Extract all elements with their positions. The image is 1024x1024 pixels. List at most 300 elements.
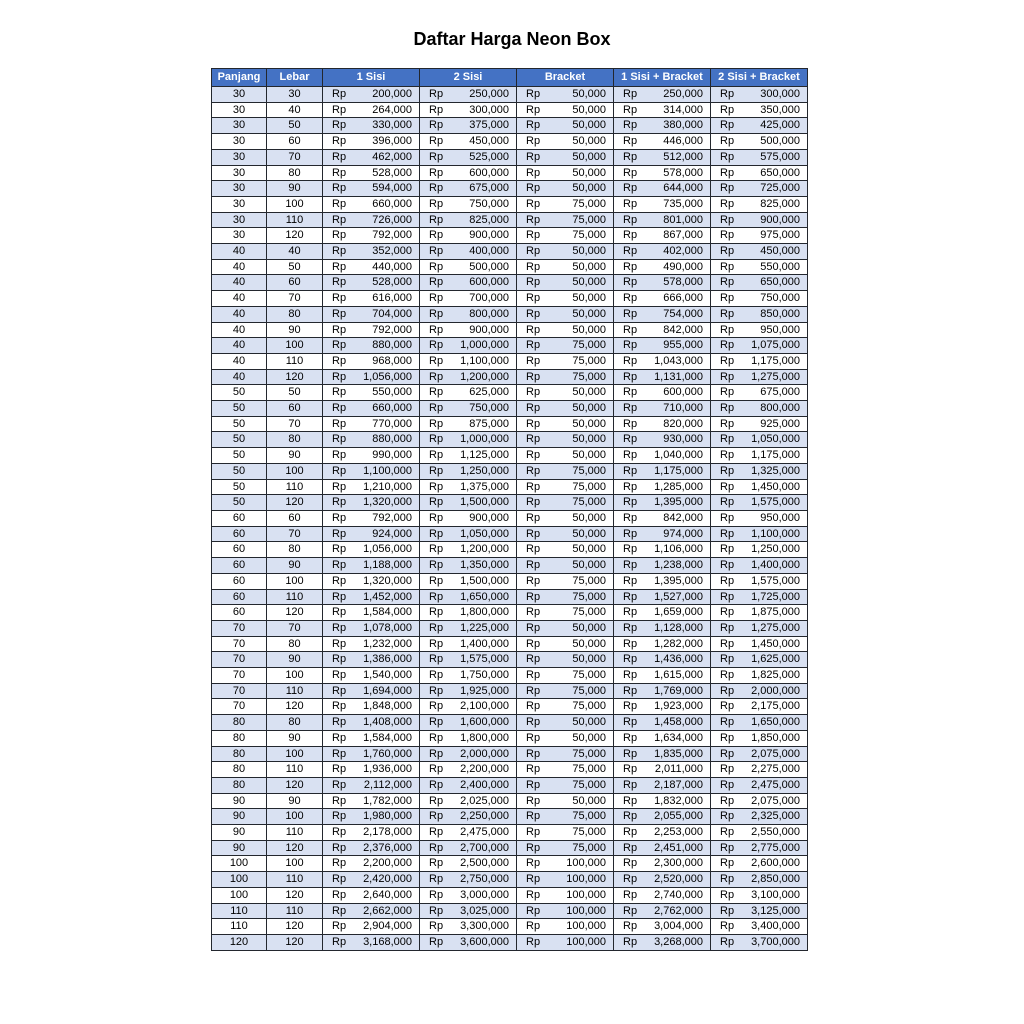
panjang-cell: 40: [212, 322, 267, 338]
price-cell-bracket: [517, 620, 614, 636]
currency-prefix: Rp: [332, 386, 347, 399]
currency-prefix: Rp: [429, 841, 444, 854]
price-value: 75,000: [572, 574, 606, 587]
price-value: 825,000: [469, 213, 509, 226]
table-row: [212, 793, 808, 809]
money-value: [323, 699, 419, 714]
price-cell-2-sisi-bracket: [711, 322, 808, 338]
currency-prefix: Rp: [332, 684, 347, 697]
money-value: [711, 856, 807, 871]
price-value: 1,832,000: [654, 794, 703, 807]
money-value: [420, 841, 516, 856]
currency-prefix: Rp: [623, 559, 638, 572]
money-value: [614, 87, 710, 102]
panjang-cell: 80: [212, 730, 267, 746]
money-value: [614, 103, 710, 118]
price-cell-bracket: [517, 196, 614, 212]
currency-prefix: Rp: [332, 841, 347, 854]
currency-prefix: Rp: [332, 480, 347, 493]
panjang-cell: 30: [212, 149, 267, 165]
price-value: 300,000: [469, 103, 509, 116]
lebar-cell: 110: [267, 683, 323, 699]
currency-prefix: Rp: [720, 323, 735, 336]
price-cell-2-sisi: [420, 903, 517, 919]
money-value: [420, 228, 516, 243]
col-header-bracket: Bracket: [517, 69, 614, 87]
money-value: [323, 134, 419, 149]
price-value: 50,000: [572, 543, 606, 556]
price-cell-2-sisi: [420, 275, 517, 291]
price-value: 100,000: [566, 920, 606, 933]
money-value: [517, 637, 613, 652]
money-value: [517, 731, 613, 746]
panjang-cell: 30: [212, 212, 267, 228]
panjang-cell: 100: [212, 872, 267, 888]
currency-prefix: Rp: [429, 197, 444, 210]
currency-prefix: Rp: [720, 386, 735, 399]
price-cell-2-sisi: [420, 840, 517, 856]
price-cell-2-sisi-bracket: [711, 558, 808, 574]
price-value: 726,000: [372, 213, 412, 226]
currency-prefix: Rp: [332, 873, 347, 886]
currency-prefix: Rp: [623, 794, 638, 807]
currency-prefix: Rp: [623, 370, 638, 383]
money-value: [323, 370, 419, 385]
lebar-cell: 90: [267, 322, 323, 338]
money-value: [614, 511, 710, 526]
price-value: 800,000: [469, 307, 509, 320]
price-value: 450,000: [760, 245, 800, 258]
price-value: 2,250,000: [460, 810, 509, 823]
lebar-cell: 60: [267, 275, 323, 291]
money-value: [323, 841, 419, 856]
currency-prefix: Rp: [720, 229, 735, 242]
money-value: [323, 480, 419, 495]
price-cell-2-sisi-bracket: [711, 306, 808, 322]
panjang-cell: 30: [212, 228, 267, 244]
money-value: [323, 464, 419, 479]
price-value: 3,125,000: [751, 904, 800, 917]
lebar-cell: 60: [267, 401, 323, 417]
currency-prefix: Rp: [623, 307, 638, 320]
panjang-cell: 40: [212, 291, 267, 307]
money-value: [614, 558, 710, 573]
currency-prefix: Rp: [623, 182, 638, 195]
price-value: 800,000: [760, 402, 800, 415]
price-value: 330,000: [372, 119, 412, 132]
money-value: [711, 872, 807, 887]
price-value: 75,000: [572, 496, 606, 509]
currency-prefix: Rp: [623, 135, 638, 148]
money-value: [323, 354, 419, 369]
money-value: [420, 872, 516, 887]
table-row: [212, 244, 808, 260]
money-value: [614, 432, 710, 447]
money-value: [711, 809, 807, 824]
currency-prefix: Rp: [720, 292, 735, 305]
currency-prefix: Rp: [623, 684, 638, 697]
panjang-cell: 100: [212, 856, 267, 872]
money-value: [517, 166, 613, 181]
price-cell-2-sisi-bracket: [711, 777, 808, 793]
currency-prefix: Rp: [332, 88, 347, 100]
money-value: [614, 590, 710, 605]
price-cell-bracket: [517, 573, 614, 589]
currency-prefix: Rp: [526, 778, 541, 791]
money-value: [323, 150, 419, 165]
price-value: 3,300,000: [460, 920, 509, 933]
currency-prefix: Rp: [526, 794, 541, 807]
price-cell-1-sisi: [323, 259, 420, 275]
price-cell-2-sisi: [420, 887, 517, 903]
currency-prefix: Rp: [526, 276, 541, 289]
price-cell-2-sisi: [420, 181, 517, 197]
price-value: 1,325,000: [751, 464, 800, 477]
currency-prefix: Rp: [623, 119, 638, 132]
price-value: 900,000: [469, 229, 509, 242]
price-cell-1-sisi-bracket: [614, 181, 711, 197]
currency-prefix: Rp: [720, 307, 735, 320]
price-value: 75,000: [572, 700, 606, 713]
money-value: [614, 684, 710, 699]
currency-prefix: Rp: [526, 402, 541, 415]
price-value: 825,000: [760, 197, 800, 210]
price-cell-1-sisi: [323, 448, 420, 464]
price-cell-1-sisi-bracket: [614, 840, 711, 856]
price-cell-1-sisi: [323, 353, 420, 369]
money-value: [614, 197, 710, 212]
price-value: 1,275,000: [751, 370, 800, 383]
lebar-cell: 120: [267, 887, 323, 903]
price-value: 100,000: [566, 873, 606, 886]
price-cell-bracket: [517, 416, 614, 432]
money-value: [323, 762, 419, 777]
currency-prefix: Rp: [429, 307, 444, 320]
price-value: 314,000: [663, 103, 703, 116]
price-cell-1-sisi-bracket: [614, 322, 711, 338]
money-value: [711, 668, 807, 683]
price-value: 50,000: [572, 135, 606, 148]
price-value: 2,775,000: [751, 841, 800, 854]
currency-prefix: Rp: [720, 433, 735, 446]
price-cell-2-sisi: [420, 919, 517, 935]
currency-prefix: Rp: [429, 543, 444, 556]
currency-prefix: Rp: [429, 245, 444, 258]
price-value: 1,078,000: [363, 621, 412, 634]
money-value: [420, 731, 516, 746]
price-cell-2-sisi: [420, 259, 517, 275]
currency-prefix: Rp: [332, 637, 347, 650]
price-cell-2-sisi: [420, 416, 517, 432]
price-value: 2,662,000: [363, 904, 412, 917]
currency-prefix: Rp: [332, 574, 347, 587]
price-value: 300,000: [760, 88, 800, 100]
lebar-cell: 120: [267, 919, 323, 935]
money-value: [711, 527, 807, 542]
currency-prefix: Rp: [720, 637, 735, 650]
currency-prefix: Rp: [526, 574, 541, 587]
currency-prefix: Rp: [332, 323, 347, 336]
price-value: 75,000: [572, 810, 606, 823]
price-cell-2-sisi: [420, 322, 517, 338]
price-value: 1,225,000: [460, 621, 509, 634]
price-value: 50,000: [572, 402, 606, 415]
price-cell-1-sisi: [323, 746, 420, 762]
price-value: 50,000: [572, 559, 606, 572]
table-row: [212, 589, 808, 605]
currency-prefix: Rp: [332, 433, 347, 446]
price-value: 1,056,000: [363, 543, 412, 556]
table-row: [212, 809, 808, 825]
price-cell-1-sisi: [323, 526, 420, 542]
price-value: 1,386,000: [363, 653, 412, 666]
panjang-cell: 80: [212, 762, 267, 778]
currency-prefix: Rp: [720, 260, 735, 273]
price-cell-2-sisi: [420, 762, 517, 778]
currency-prefix: Rp: [720, 496, 735, 509]
price-value: 1,694,000: [363, 684, 412, 697]
money-value: [517, 809, 613, 824]
price-cell-2-sisi-bracket: [711, 919, 808, 935]
price-cell-2-sisi: [420, 495, 517, 511]
money-value: [614, 448, 710, 463]
price-value: 100,000: [566, 888, 606, 901]
price-cell-2-sisi: [420, 291, 517, 307]
price-cell-1-sisi-bracket: [614, 526, 711, 542]
money-value: [517, 699, 613, 714]
money-value: [711, 464, 807, 479]
price-value: 2,000,000: [751, 684, 800, 697]
price-value: 820,000: [663, 417, 703, 430]
money-value: [420, 338, 516, 353]
price-value: 380,000: [663, 119, 703, 132]
price-value: 2,253,000: [654, 826, 703, 839]
price-cell-2-sisi: [420, 542, 517, 558]
currency-prefix: Rp: [623, 213, 638, 226]
money-value: [517, 197, 613, 212]
currency-prefix: Rp: [720, 841, 735, 854]
currency-prefix: Rp: [429, 354, 444, 367]
price-cell-2-sisi: [420, 149, 517, 165]
price-value: 75,000: [572, 778, 606, 791]
price-value: 375,000: [469, 119, 509, 132]
price-value: 950,000: [760, 511, 800, 524]
currency-prefix: Rp: [526, 386, 541, 399]
price-cell-2-sisi-bracket: [711, 196, 808, 212]
money-value: [614, 935, 710, 950]
money-value: [420, 134, 516, 149]
currency-prefix: Rp: [720, 197, 735, 210]
price-cell-1-sisi-bracket: [614, 919, 711, 935]
money-value: [420, 166, 516, 181]
price-cell-2-sisi: [420, 620, 517, 636]
currency-prefix: Rp: [623, 873, 638, 886]
currency-prefix: Rp: [332, 935, 347, 948]
currency-prefix: Rp: [720, 716, 735, 729]
price-value: 650,000: [760, 166, 800, 179]
money-value: [711, 134, 807, 149]
table-row: [212, 118, 808, 134]
price-cell-bracket: [517, 181, 614, 197]
currency-prefix: Rp: [720, 276, 735, 289]
money-value: [323, 809, 419, 824]
currency-prefix: Rp: [623, 292, 638, 305]
price-value: 100,000: [566, 857, 606, 870]
panjang-cell: 40: [212, 244, 267, 260]
price-cell-bracket: [517, 401, 614, 417]
money-value: [614, 542, 710, 557]
money-value: [711, 385, 807, 400]
price-cell-1-sisi: [323, 244, 420, 260]
price-cell-2-sisi: [420, 777, 517, 793]
table-row: [212, 934, 808, 950]
money-value: [711, 888, 807, 903]
price-value: 1,320,000: [363, 496, 412, 509]
lebar-cell: 120: [267, 605, 323, 621]
currency-prefix: Rp: [526, 888, 541, 901]
money-value: [711, 228, 807, 243]
price-value: 2,178,000: [363, 826, 412, 839]
price-cell-1-sisi-bracket: [614, 306, 711, 322]
price-value: 900,000: [469, 323, 509, 336]
price-value: 792,000: [372, 323, 412, 336]
table-row: [212, 259, 808, 275]
currency-prefix: Rp: [720, 417, 735, 430]
price-cell-2-sisi-bracket: [711, 369, 808, 385]
money-value: [323, 935, 419, 950]
money-value: [517, 417, 613, 432]
currency-prefix: Rp: [429, 402, 444, 415]
table-row: [212, 401, 808, 417]
money-value: [711, 904, 807, 919]
currency-prefix: Rp: [720, 449, 735, 462]
currency-prefix: Rp: [720, 684, 735, 697]
money-value: [323, 244, 419, 259]
price-cell-1-sisi-bracket: [614, 416, 711, 432]
table-row: [212, 652, 808, 668]
lebar-cell: 110: [267, 353, 323, 369]
lebar-cell: 40: [267, 244, 323, 260]
currency-prefix: Rp: [429, 449, 444, 462]
money-value: [711, 495, 807, 510]
price-value: 1,800,000: [460, 606, 509, 619]
currency-prefix: Rp: [332, 778, 347, 791]
table-row: [212, 181, 808, 197]
currency-prefix: Rp: [332, 135, 347, 148]
table-row: [212, 856, 808, 872]
currency-prefix: Rp: [332, 103, 347, 116]
price-value: 2,700,000: [460, 841, 509, 854]
price-value: 1,575,000: [751, 496, 800, 509]
table-row: [212, 353, 808, 369]
money-value: [711, 841, 807, 856]
money-value: [517, 621, 613, 636]
price-value: 350,000: [760, 103, 800, 116]
currency-prefix: Rp: [429, 119, 444, 132]
price-cell-1-sisi: [323, 903, 420, 919]
price-cell-1-sisi-bracket: [614, 134, 711, 150]
price-cell-1-sisi-bracket: [614, 495, 711, 511]
money-value: [711, 275, 807, 290]
price-cell-2-sisi-bracket: [711, 338, 808, 354]
money-value: [517, 291, 613, 306]
panjang-cell: 90: [212, 809, 267, 825]
currency-prefix: Rp: [720, 559, 735, 572]
money-value: [323, 605, 419, 620]
price-cell-2-sisi-bracket: [711, 259, 808, 275]
price-value: 1,800,000: [460, 731, 509, 744]
panjang-cell: 50: [212, 448, 267, 464]
money-value: [323, 888, 419, 903]
price-cell-1-sisi: [323, 652, 420, 668]
price-cell-bracket: [517, 636, 614, 652]
price-cell-1-sisi-bracket: [614, 149, 711, 165]
money-value: [614, 134, 710, 149]
money-value: [323, 778, 419, 793]
currency-prefix: Rp: [332, 857, 347, 870]
price-cell-2-sisi-bracket: [711, 149, 808, 165]
price-cell-1-sisi: [323, 102, 420, 118]
price-cell-bracket: [517, 903, 614, 919]
panjang-cell: 30: [212, 118, 267, 134]
price-value: 900,000: [469, 511, 509, 524]
money-value: [420, 590, 516, 605]
price-value: 75,000: [572, 464, 606, 477]
money-value: [420, 213, 516, 228]
price-value: 3,004,000: [654, 920, 703, 933]
money-value: [323, 323, 419, 338]
money-value: [614, 495, 710, 510]
money-value: [323, 385, 419, 400]
currency-prefix: Rp: [623, 354, 638, 367]
currency-prefix: Rp: [429, 213, 444, 226]
price-cell-2-sisi: [420, 118, 517, 134]
money-value: [614, 699, 710, 714]
currency-prefix: Rp: [332, 166, 347, 179]
price-cell-2-sisi: [420, 385, 517, 401]
price-value: 446,000: [663, 135, 703, 148]
price-value: 1,282,000: [654, 637, 703, 650]
table-row: [212, 872, 808, 888]
money-value: [420, 637, 516, 652]
price-cell-1-sisi-bracket: [614, 903, 711, 919]
panjang-cell: 70: [212, 668, 267, 684]
price-value: 1,000,000: [460, 433, 509, 446]
price-cell-1-sisi-bracket: [614, 542, 711, 558]
money-value: [323, 747, 419, 762]
price-value: 50,000: [572, 88, 606, 100]
money-value: [420, 904, 516, 919]
money-value: [517, 323, 613, 338]
price-value: 792,000: [372, 511, 412, 524]
price-cell-1-sisi: [323, 275, 420, 291]
currency-prefix: Rp: [526, 700, 541, 713]
price-value: 50,000: [572, 182, 606, 195]
panjang-cell: 60: [212, 558, 267, 574]
currency-prefix: Rp: [429, 794, 444, 807]
money-value: [420, 621, 516, 636]
currency-prefix: Rp: [526, 417, 541, 430]
price-cell-2-sisi-bracket: [711, 652, 808, 668]
currency-prefix: Rp: [332, 763, 347, 776]
price-cell-2-sisi: [420, 699, 517, 715]
price-value: 1,050,000: [460, 527, 509, 540]
price-cell-1-sisi: [323, 165, 420, 181]
money-value: [517, 904, 613, 919]
table-row: [212, 416, 808, 432]
currency-prefix: Rp: [623, 511, 638, 524]
currency-prefix: Rp: [526, 182, 541, 195]
